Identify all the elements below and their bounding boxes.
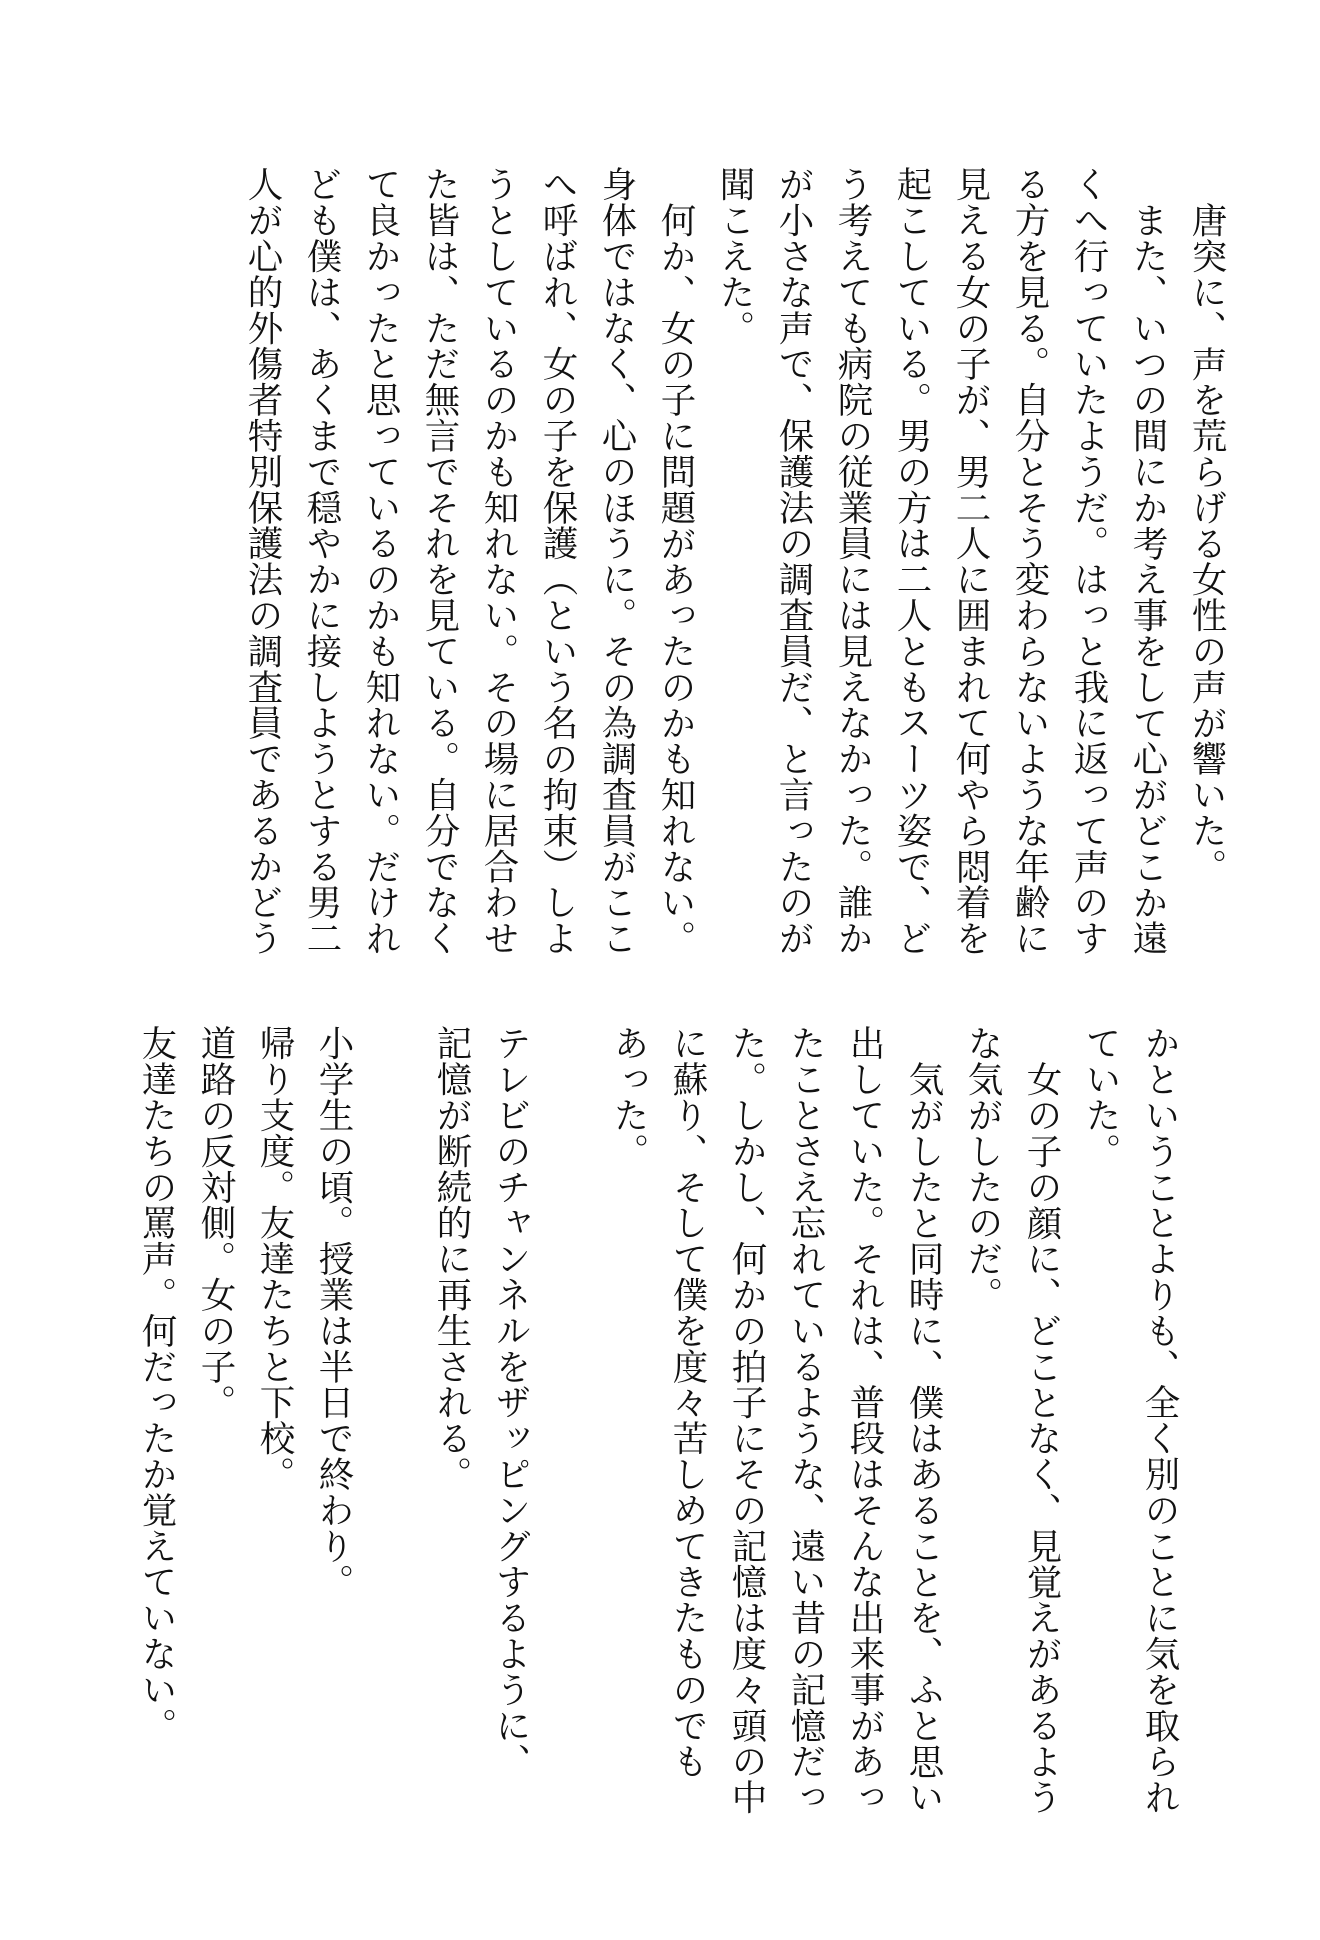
text-line: へ呼ばれ、女の子を保護（という名の拘束）しよ xyxy=(537,166,578,956)
text-line: 人が心的外傷者特別保護法の調査員であるかどう xyxy=(242,166,283,956)
text-line: て良かったと思っているのかも知れない。だけれ xyxy=(360,166,401,956)
text-line: あった。 xyxy=(608,1025,649,1169)
text-line: が小さな声で、保護法の調査員だ、と言ったのが xyxy=(773,166,814,956)
text-line: 出していた。それは、普段はそんな出来事があっ xyxy=(844,1025,885,1815)
text-line: た皆は、ただ無言でそれを見ている。自分でなく xyxy=(419,166,460,956)
text-line: 何か、女の子に問題があったのかも知れない。 xyxy=(655,202,696,956)
text-line: う考えても病院の従業員には見えなかった。誰か xyxy=(832,166,873,956)
text-line: ていた。 xyxy=(1080,1025,1121,1169)
text-line: 小学生の頃。授業は半日で終わり。 xyxy=(313,1025,354,1600)
text-line: かということよりも、全く別のことに気を取られ xyxy=(1139,1025,1180,1815)
text-line: に蘇り、そして僕を度々苦しめてきたものでも xyxy=(667,1025,708,1779)
top-text-block xyxy=(221,166,1227,956)
text-line: くへ行っていたようだ。はっと我に返って声のす xyxy=(1068,166,1109,956)
text-line: また、いつの間にか考え事をして心がどこか遠 xyxy=(1127,202,1168,956)
text-line: 見える女の子が、男二人に囲まれて何やら悶着を xyxy=(950,166,991,956)
text-line: 身体ではなく、心のほうに。その為調査員がここ xyxy=(596,166,637,956)
text-line: た。しかし、何かの拍子にその記憶は度々頭の中 xyxy=(726,1025,767,1815)
text-line: テレビのチャンネルをザッピングするように、 xyxy=(490,1025,531,1779)
text-line: な気がしたのだ。 xyxy=(962,1025,1003,1313)
text-line: 気がしたと同時に、僕はあることを、ふと思い xyxy=(903,1061,944,1815)
text-line: 記憶が断続的に再生される。 xyxy=(431,1025,472,1492)
text-line: 道路の反対側。女の子。 xyxy=(195,1025,236,1420)
text-line: 帰り支度。友達たちと下校。 xyxy=(254,1025,295,1492)
text-line: たことさえ忘れているような、遠い昔の記憶だっ xyxy=(785,1025,826,1815)
text-line: 起こしている。男の方は二人ともスーツ姿で、ど xyxy=(891,166,932,956)
text-line: 女の子の顔に、どことなく、見覚えがあるよう xyxy=(1021,1061,1062,1815)
text-line: 聞こえた。 xyxy=(714,166,755,346)
text-line: うとしているのかも知れない。その場に居合わせ xyxy=(478,166,519,956)
text-line: ども僕は、あくまで穏やかに接しようとする男二 xyxy=(301,166,342,956)
text-line: る方を見る。自分とそう変わらないような年齢に xyxy=(1009,166,1050,956)
text-line: 唐突に、声を荒らげる女性の声が響いた。 xyxy=(1186,202,1227,885)
text-line: 友達たちの罵声。何だったか覚えていない。 xyxy=(136,1025,177,1743)
bottom-text-block xyxy=(115,1025,1180,1815)
